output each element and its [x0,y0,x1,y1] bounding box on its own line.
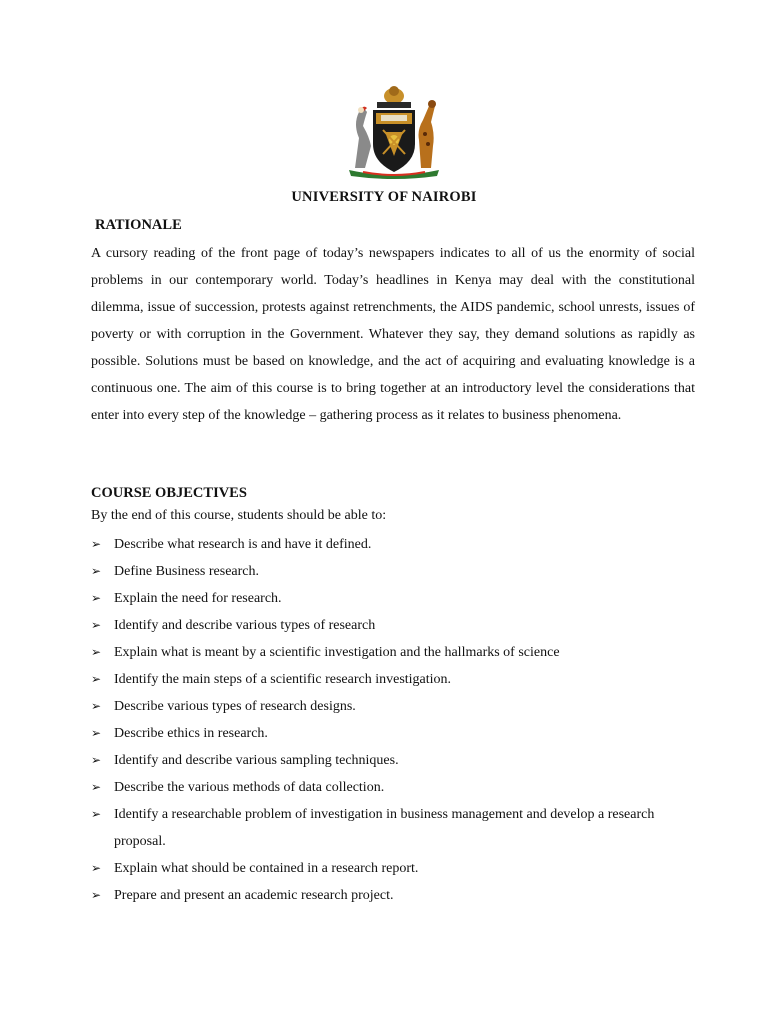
rationale-heading: RATIONALE [95,217,182,233]
list-item: ➢ Describe various types of research designs. [91,693,701,720]
course-objectives-heading: COURSE OBJECTIVES [91,485,247,501]
list-item: ➢ Identify a researchable problem of investigation in business management and develop a research proposal. [91,801,701,855]
objectives-list [91,531,701,909]
list-item: ➢ Explain what should be contained in a research report. [91,855,701,882]
list-item: ➢ Describe ethics in research. [91,720,701,747]
list-item: ➢ Describe what research is and have it defined. [91,531,701,558]
list-item: ➢ Explain what is meant by a scientific investigation and the hallmarks of science [91,639,701,666]
university-coat-of-arms-icon [333,82,455,180]
list-item: ➢ Prepare and present an academic research project. [91,882,701,909]
list-item: ➢ Identify the main steps of a scientific research investigation. [91,666,701,693]
university-name: UNIVERSITY OF NAIROBI [291,189,477,205]
list-item: ➢ Describe the various methods of data collection. [91,774,701,801]
list-item: ➢ Identify and describe various sampling techniques. [91,747,701,774]
objectives-intro: By the end of this course, students should be able to: [91,508,387,523]
list-item: ➢ Identify and describe various types of research [91,612,701,639]
list-item: ➢ Explain the need for research. [91,585,701,612]
rationale-paragraph: A cursory reading of the front page of today’s newspapers indicates to all of us the enormity of social problems in our contemporary world. Today’s headlines in Kenya may deal with the constitutional dilemma, issue of succession, protests against retrenchments, the AIDS pandemic, school unrests, issues of poverty or with corruption in the Government. Whatever they say, they demand solutions as rapidly as possible. Solutions must be based on knowledge, and the act of acquiring and evaluating knowledge is a continuous one. The aim of this course is to bring together at an introductory level the considerations that enter into every step of the knowledge – gathering process as it relates to business phenomena. [91,246,695,423]
list-item: ➢ Define Business research. [91,558,701,585]
